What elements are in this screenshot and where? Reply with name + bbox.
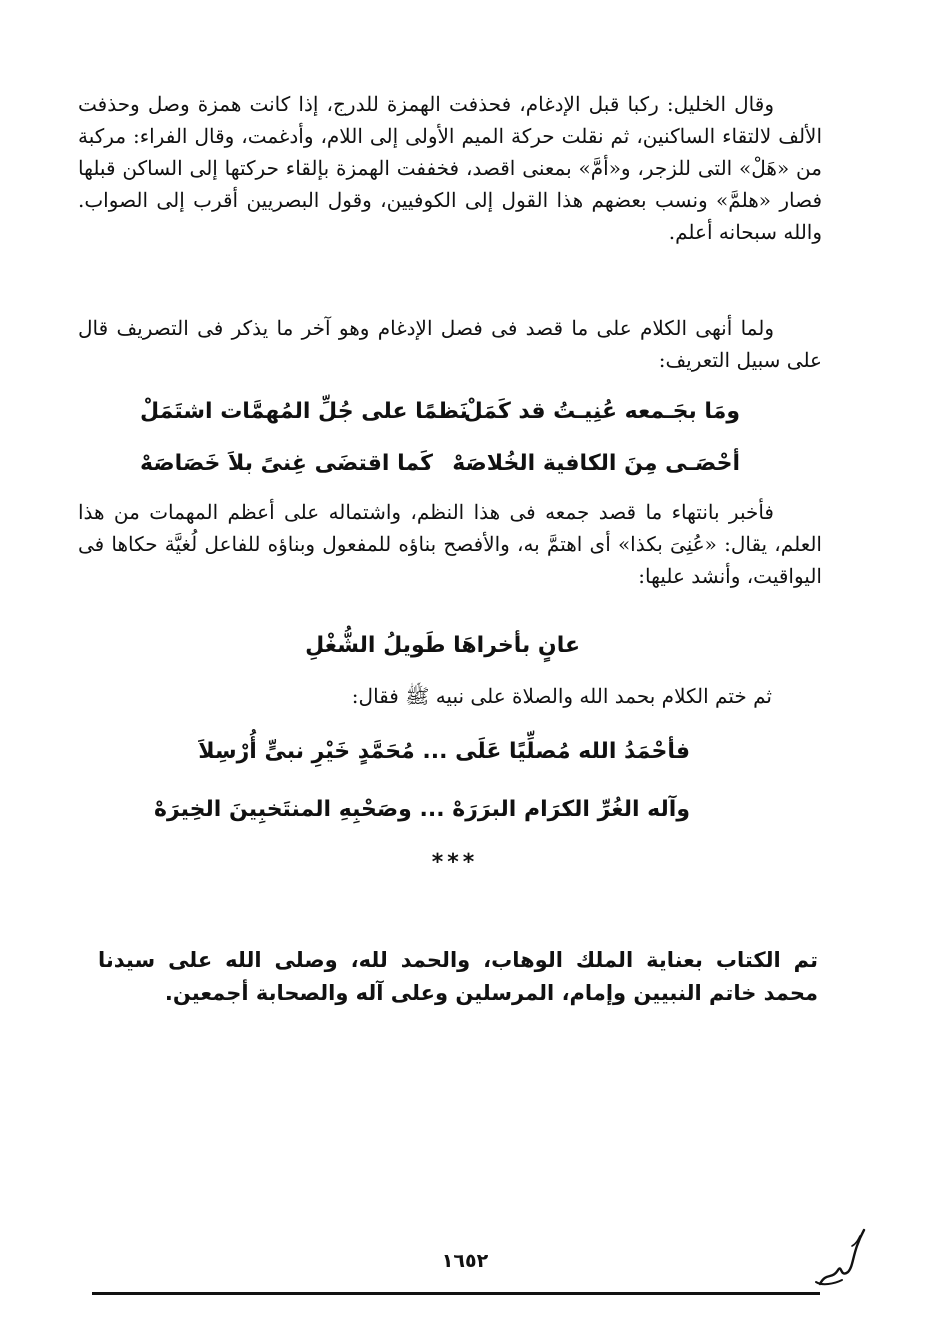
- verse-line-1: [140, 394, 740, 434]
- verse-2-first-hemistich: أحْصَـى مِنَ الكافية الخُلاصَهْ: [452, 451, 740, 476]
- footer-rule: [92, 1292, 820, 1295]
- verse-1-first-hemistich: ومَا بجَـمعه عُنِيـتُ قد كَمَلْ: [463, 399, 740, 424]
- paragraph-khalil-farra: وقال الخليل: ركبا قبل الإدغام، فحذفت الهمزة للدرج، إذا كانت همزة وصل وحذفت الألف لالتقاء الساكنين، ثم نقلت حركة الميم الأولى إلى اللام، وأدغمت، وقال الفراء: مركبة من «هَلْ» التى للزجر، و«أمَّ» بمعنى اقصد، فخففت الهمزة بإلقاء حركتها إلى الساكن قبلها فصار «هلمَّ» ونسب بعضهم هذا القول إلى الكوفيين، وقول البصريين أقرب إلى الصواب. والله سبحانه أعلم.: [78, 92, 823, 244]
- signature-mark: [812, 1222, 872, 1292]
- paragraph-end-of-idgham: ولما أنهى الكلام على ما قصد فى فصل الإدغام وهو آخر ما يذكر فى التصريف قال على سبيل التعريف:: [78, 316, 822, 372]
- paragraph-commentary: فأخبر بانتهاء ما قصد جمعه فى هذا النظم، واشتماله على أعظم المهمات من هذا العلم، يقال: «عُنِىَ بكذا» أى اهتمَّ به، والأفصح بناؤه للمفعول وبناؤه للفاعل لُغيَّة حكاها فى اليواقيت، وأنشد عليها:: [78, 500, 822, 588]
- page-number: ١٦٥٢: [441, 1250, 489, 1272]
- paragraph-closing-praise: ثم ختم الكلام بحمد الله والصلاة على نبيه ﷺ فقال:: [351, 684, 772, 708]
- verse-line-3: فأحْمَدُ الله مُصلِّيًا عَلَى ... مُحَمَّدٍ خَيْرِ نبىٍّ أُرْسِلاَ: [198, 739, 690, 764]
- verse-1-second-hemistich: نَظمًا على جُلِّ المُهمَّات اشتَمَلْ: [140, 399, 468, 424]
- colophon: تم الكتاب بعناية الملك الوهاب، والحمد لله، وصلى الله على سيدنا محمد خاتم النبيين وإمام، المرسلين وعلى آله والصحابة أجمعين.: [98, 948, 818, 1005]
- single-verse-line: عانٍ بأخراهَا طَويلُ الشُّغْلِ: [305, 633, 580, 658]
- verse-2-second-hemistich: كَما اقتضَى غِنىً بلاَ خَصَاصَهْ: [140, 451, 433, 476]
- verse-line-2: [140, 446, 740, 486]
- verse-line-4: وآله الغُرِّ الكرَام البرَرَهْ ... وصَحْبِهِ المنتَخبِينَ الخِيرَهْ: [153, 797, 690, 822]
- section-separator: ***: [431, 850, 479, 875]
